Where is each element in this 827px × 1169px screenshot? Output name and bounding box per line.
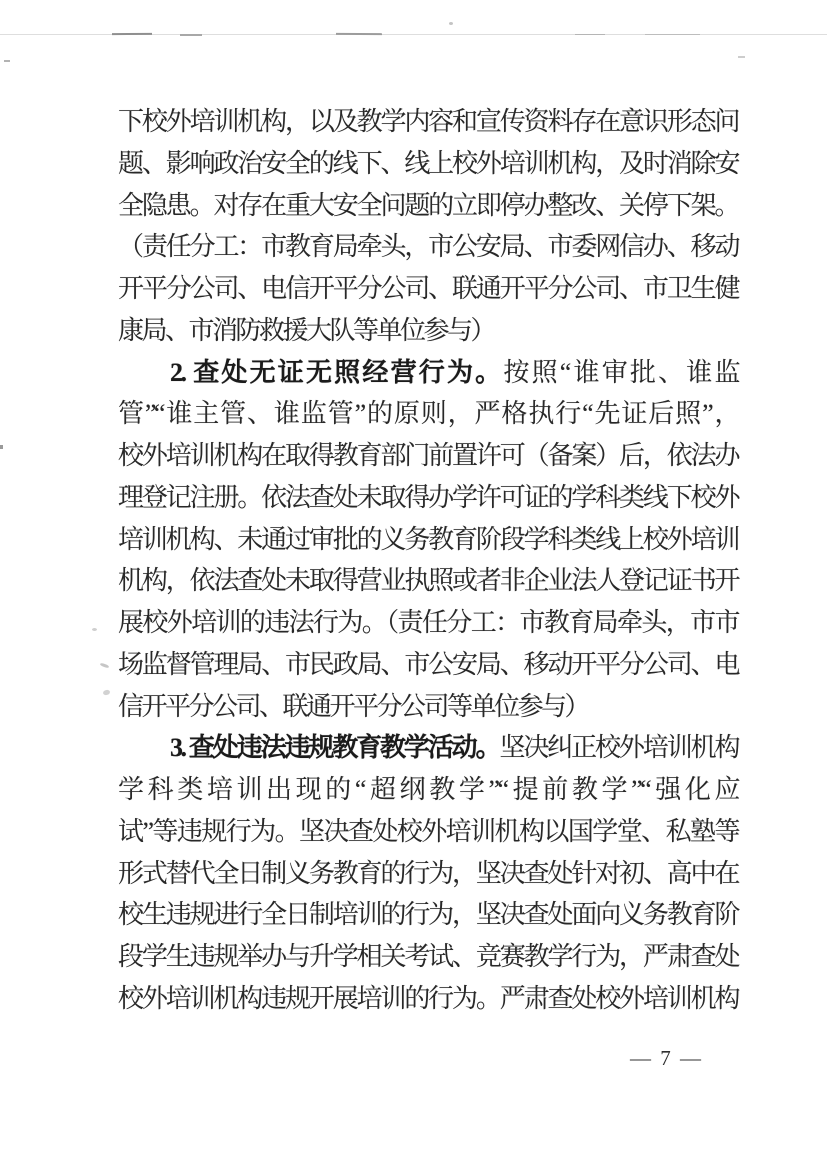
text-line <box>118 435 738 477</box>
body-text: 理登记注册。依法查处未取得办学许可证的学科类线下校外 <box>118 483 738 512</box>
text-line <box>118 644 738 686</box>
body-text: 段学生违规举办与升学相关考试、竞赛教学行为，严肃查处 <box>118 942 738 971</box>
text-line <box>118 226 738 268</box>
body-text: 校生违规进行全日制培训的行为，坚决查处面向义务教育阶 <box>118 900 738 929</box>
text-line <box>118 811 738 853</box>
body-text: 开平分公司、电信开平分公司、联通开平分公司、市卫生健 <box>118 274 738 303</box>
body-text: 试”等违规行为。坚决查处校外培训机构以国学堂、私塾等 <box>118 817 738 846</box>
text-line <box>118 268 738 310</box>
text-line <box>118 727 738 769</box>
text-line <box>118 185 738 227</box>
body-text: 机构，依法查处未取得营业执照或者非企业法人登记证书开 <box>118 566 738 595</box>
body-text: 全隐患。对存在重大安全问题的立即停办整改、关停下架。 <box>118 191 738 220</box>
body-text: 坚决纠正校外培训机构 <box>499 733 738 762</box>
text-line <box>118 393 738 435</box>
text-line <box>118 894 738 936</box>
body-text: 学科类培训出现的“超纲教学”“提前教学”“强化应 <box>118 775 738 804</box>
heading-text: 2. 查处无证无照经营行为。 <box>170 358 504 387</box>
body-text: 校外培训机构违规开展培训的行为。严肃查处校外培训机构 <box>118 984 738 1013</box>
body-text: 校外培训机构在取得教育部门前置许可（备案）后，依法办 <box>118 441 738 470</box>
body-text: 题、影响政治安全的线下、线上校外培训机构，及时消除安 <box>118 149 738 178</box>
text-line <box>118 101 738 143</box>
heading-text: 3. 查处违法违规教育教学活动。 <box>170 733 500 762</box>
body-text: 按照“谁审批、谁监 <box>503 358 738 387</box>
body-text: 形式替代全日制义务教育的行为，坚决查处针对初、高中在 <box>118 859 738 888</box>
text-line <box>118 519 738 561</box>
text-line <box>118 143 738 185</box>
text-line <box>118 978 738 1020</box>
body-text: 展校外培训的违法行为。（责任分工：市教育局牵头，市市 <box>118 608 738 637</box>
text-line <box>118 602 738 644</box>
page-number: — 7 — <box>630 1046 703 1070</box>
text-line <box>118 477 738 519</box>
text-line <box>118 853 738 895</box>
text-line <box>118 310 738 352</box>
text-line <box>118 936 738 978</box>
body-text: 管”“谁主管、谁监管”的原则，严格执行“先证后照”， <box>118 399 738 428</box>
text-line <box>118 352 738 394</box>
body-text: 下校外培训机构，以及教学内容和宣传资料存在意识形态问 <box>118 107 738 136</box>
body-text: 信开平分公司、联通开平分公司等单位参与） <box>118 692 589 721</box>
text-line <box>118 769 738 811</box>
body-text: （责任分工：市教育局牵头，市公安局、市委网信办、移动 <box>118 232 738 261</box>
text-line <box>118 686 738 728</box>
body-text: 康局、市消防救援大队等单位参与） <box>118 316 495 345</box>
body-text: 场监督管理局、市民政局、市公安局、移动开平分公司、电 <box>118 650 738 679</box>
text-line <box>118 560 738 602</box>
body-text: 培训机构、未通过审批的义务教育阶段学科类线上校外培训 <box>118 525 738 554</box>
